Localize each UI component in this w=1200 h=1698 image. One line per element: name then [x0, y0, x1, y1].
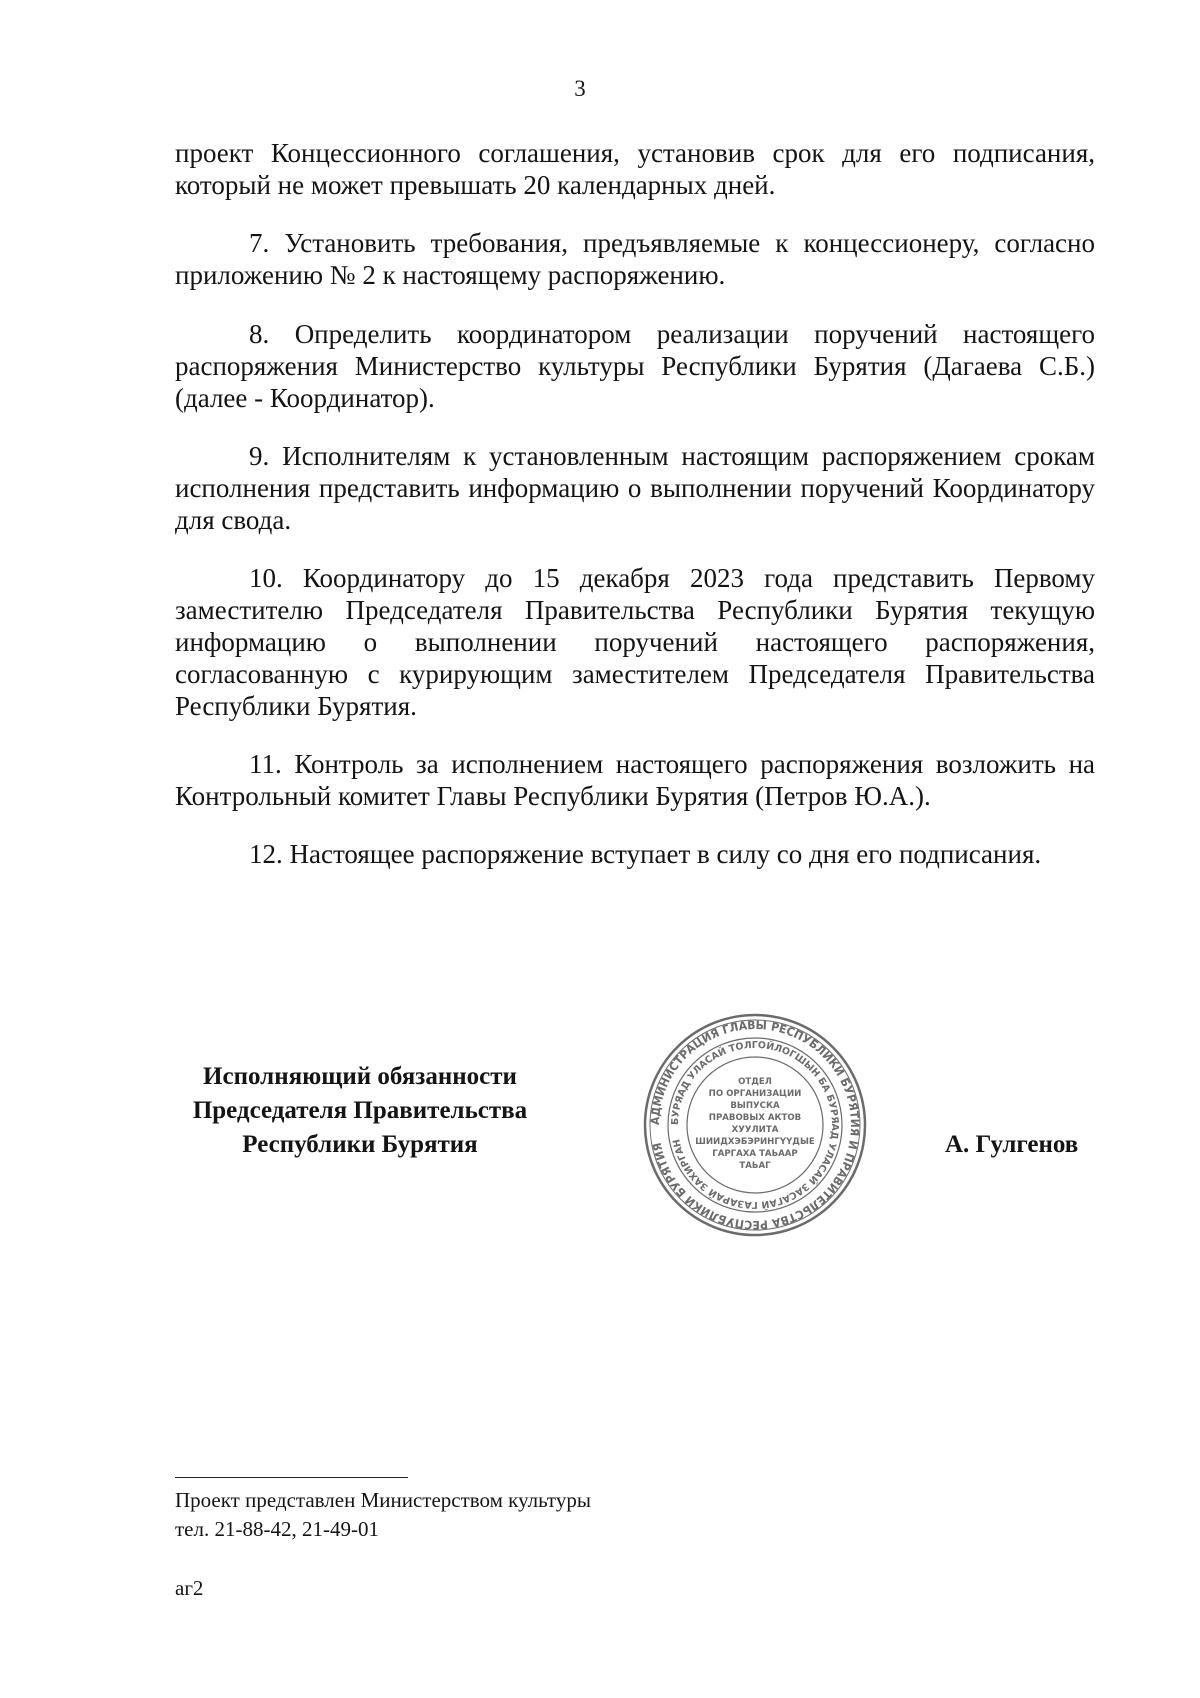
footnote [175, 1486, 591, 1544]
signer-position-line: Председателя Правительства [192, 1097, 528, 1124]
seal-center-line: ТАЬАГ [739, 1161, 771, 1171]
signer-position-line: Исполняющий обязанности [203, 1063, 517, 1090]
footnote-line: Проект представлен Министерством культуры [175, 1488, 591, 1512]
footnote-line: тел. 21-88-42, 21-49-01 [175, 1517, 379, 1541]
seal-outer-text: АДМИНИСТРАЦИЯ ГЛАВЫ РЕСПУБЛИКИ БУРЯТИЯ И ПРАВИТЕЛЬСТВА РЕСПУБЛИКИ БУРЯТИЯ [647, 1017, 863, 1233]
paragraph-9: 9. Исполнителям к установленным настоящим распоряжением срокам исполнения представить информацию о выполнении поручений Координатору для свода. [175, 441, 1095, 535]
document-code: аг2 [175, 1576, 204, 1600]
seal-center-line: ОТДЕЛ [738, 1077, 772, 1087]
paragraph-10: 10. Координатору до 15 декабря 2023 года представить Первому заместителю Председателя Правительства Республики Бурятия текущую информацию о выполнении поручений настоящего распоряжения, согласованную с курирующим заместителем Председателя Правительства Республики Бурятия. [175, 563, 1095, 721]
paragraph-11: 11. Контроль за исполнением настоящего распоряжения возложить на Контрольный комитет Главы Республики Бурятия (Петров Ю.А.). [175, 749, 1095, 811]
signer-position [170, 1060, 550, 1162]
seal-inner-text: БУРЯАД УЛАСАЙ ТОЛГОЙЛОГШЫН БА БУРЯАД УЛАСАЙ ЗАСАГАЙ ГАЗАРАЙ ЗАХИРГАН [669, 1039, 841, 1211]
official-seal [642, 1012, 868, 1238]
paragraph-8: 8. Определить координатором реализации поручений настоящего распоряжения Министерство культуры Республики Бурятия (Дагаева С.Б.) (далее - Координатор). [175, 319, 1095, 413]
seal-center-line: ПО ОРГАНИЗАЦИИ [708, 1089, 802, 1099]
paragraph-continuation: проект Концессионного соглашения, установив срок для его подписания, который не может превышать 20 календарных дней. [175, 138, 1095, 200]
page-number: 3 [574, 76, 586, 101]
seal-center-line: ГАРГАХА ТАЬААР [712, 1149, 798, 1159]
seal-center-line: ХУУЛИТА [731, 1125, 779, 1135]
footnote-divider [175, 1477, 408, 1478]
signer-position-line: Республики Бурятия [242, 1131, 478, 1158]
signer-name: А. Гулгенов [945, 1131, 1079, 1158]
seal-center-line: ШИИДХЭБЭРИНГҮҮДЫЕ [695, 1137, 815, 1147]
paragraph-7: 7. Установить требования, предъявляемые к концессионеру, согласно приложению № 2 к настоящему распоряжению. [175, 228, 1095, 290]
seal-center-line: ПРАВОВЫХ АКТОВ [708, 1113, 802, 1123]
seal-center-line: ВЫПУСКА [730, 1101, 780, 1111]
paragraph-12: 12. Настоящее распоряжение вступает в силу со дня его подписания. [249, 839, 1042, 869]
